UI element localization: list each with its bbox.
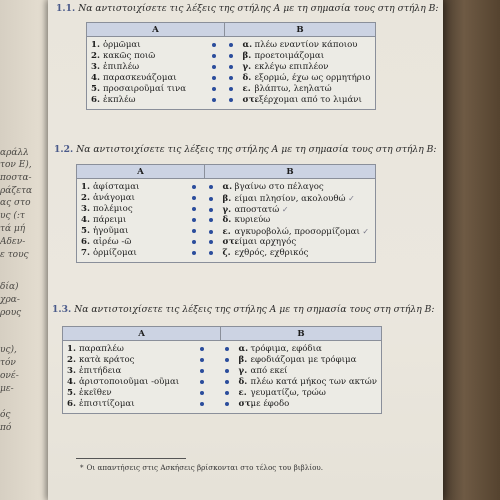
match-dot xyxy=(192,185,196,189)
list-item: 3. ἐπιτήδεια xyxy=(67,366,122,376)
column-a xyxy=(77,179,183,263)
match-dot xyxy=(209,230,213,234)
list-item: γ. από εκεί xyxy=(225,366,377,377)
match-dot xyxy=(229,54,233,58)
match-dot xyxy=(200,347,204,351)
list-item: 5. προσαιροῦμαί τινα xyxy=(91,84,187,94)
pencil-check-icon: ✓ xyxy=(345,194,355,203)
match-dot xyxy=(225,358,229,362)
column-a-header: Α xyxy=(63,327,221,341)
match-dot xyxy=(192,251,196,255)
match-dot xyxy=(212,43,216,47)
match-dots xyxy=(203,37,225,110)
column-a xyxy=(63,341,184,414)
match-dot xyxy=(209,240,213,244)
match-dot xyxy=(225,402,229,406)
footnote-text: Οι απαντήσεις στις Ασκήσεις βρίσκονται στο τέλος του βιβλίου. xyxy=(86,463,324,472)
list-item: 1. παραπλέω xyxy=(67,344,124,354)
column-b-header: Β xyxy=(221,327,382,341)
list-item: 6. αἱρέω -ῶ xyxy=(81,237,132,247)
list-item: 2. κατὰ κράτος xyxy=(67,355,135,365)
match-dot xyxy=(212,87,216,91)
list-item: δ. κυριεύω xyxy=(209,215,372,226)
margin-fragment: ονέ- xyxy=(0,371,19,381)
margin-fragment: Αδεν- xyxy=(0,237,26,247)
list-item: β. είμαι πλησίον, ακολουθώ ✓ xyxy=(209,193,372,204)
list-item: 2. ἀνάγομαι xyxy=(81,193,135,203)
margin-fragment: τον Ε), xyxy=(0,160,32,170)
list-item: α. βγαίνω στο πέλαγος xyxy=(209,182,372,193)
column-b xyxy=(225,37,376,110)
list-item: β. εφοδιάζομαι με τρόφιμα xyxy=(225,355,377,366)
list-item: 4. ἀριστοποιοῦμαι -οῦμαι xyxy=(67,377,180,387)
margin-fragment: τά μή xyxy=(0,224,26,234)
list-item: β. προετοιμάζομαι xyxy=(229,51,372,62)
list-item: στ.είμαι αρχηγός xyxy=(209,237,372,248)
exercise-number: 1.2. xyxy=(54,144,74,155)
footnote-marker: * xyxy=(80,464,84,472)
list-item: α. τρόφιμα, εφόδια xyxy=(225,344,377,355)
list-item: ε. γευματίζω, τρώω xyxy=(225,388,377,399)
list-item: 6. ἐπισιτίζομαι xyxy=(67,399,135,409)
matching-table xyxy=(62,326,382,414)
exercise-number: 1.3. xyxy=(52,304,72,315)
match-dot xyxy=(229,87,233,91)
match-dot xyxy=(212,54,216,58)
match-dot xyxy=(200,358,204,362)
margin-fragment: ας στο xyxy=(0,198,31,208)
margin-fragment: ός xyxy=(0,410,11,420)
column-b-header: Β xyxy=(225,23,376,37)
match-dot xyxy=(212,98,216,102)
book-page xyxy=(48,0,443,500)
match-dot xyxy=(209,185,213,189)
match-dot xyxy=(200,391,204,395)
pencil-check-icon: ✓ xyxy=(359,227,370,236)
match-dot xyxy=(192,218,196,222)
margin-fragment: αράλλ xyxy=(0,148,29,158)
match-dot xyxy=(225,380,229,384)
list-item: στ.εξέρχομαι από το λιμάνι xyxy=(229,95,372,106)
list-item: 3. ἐπιπλέω xyxy=(91,62,140,72)
match-dot xyxy=(229,98,233,102)
list-item: 3. πολέμιος xyxy=(81,204,133,214)
exercise-title xyxy=(54,144,437,155)
match-dot xyxy=(192,229,196,233)
list-item: 7. ὁρμίζομαι xyxy=(81,248,137,258)
match-dot xyxy=(229,65,233,69)
match-dot xyxy=(192,207,196,211)
match-dots xyxy=(183,341,220,414)
match-dot xyxy=(209,197,213,201)
exercise-instruction: Να αντιστοιχίσετε τις λέξεις της στήλης Α με τη σημασία τους στη στήλη Β: xyxy=(78,3,439,14)
exercise-instruction: Να αντιστοιχίσετε τις λέξεις της στήλης Α με τη σημασία τους στη στήλη Β: xyxy=(74,304,435,315)
list-item: 4. πάρειμι xyxy=(81,215,127,225)
list-item: 4. παρασκευάζομαι xyxy=(91,73,177,83)
margin-fragment: τόν xyxy=(0,358,16,368)
exercise-title xyxy=(52,304,435,315)
margin-fragment: με- xyxy=(0,384,14,394)
list-item: ε. αγκυροβολώ, προσορμίζομαι ✓ xyxy=(209,226,372,237)
match-dots xyxy=(183,179,205,263)
match-dot xyxy=(225,391,229,395)
margin-fragment: ποστα- xyxy=(0,173,32,183)
list-item: 1. ἀφίσταμαι xyxy=(81,182,140,192)
match-dot xyxy=(225,369,229,373)
exercise-instruction: Να αντιστοιχίσετε τις λέξεις της στήλης Α με τη σημασία τους στη στήλη Β: xyxy=(76,144,437,155)
match-dot xyxy=(225,347,229,351)
list-item: 1. ὁρμῶμαι xyxy=(91,40,141,50)
margin-fragment: υς (:τ xyxy=(0,211,25,221)
list-item: στ.με έφοδο xyxy=(225,399,377,410)
column-b xyxy=(205,179,376,263)
column-b-header: Β xyxy=(205,165,376,179)
margin-fragment: υς), xyxy=(0,345,17,355)
match-dot xyxy=(200,380,204,384)
match-dot xyxy=(209,218,213,222)
exercise-number: 1.1. xyxy=(56,3,76,14)
matching-table xyxy=(76,164,376,263)
matching-table xyxy=(86,22,376,110)
column-b xyxy=(221,341,382,414)
list-item: γ. αποστατώ ✓ xyxy=(209,204,372,215)
column-a-header: Α xyxy=(77,165,205,179)
match-dot xyxy=(212,65,216,69)
list-item: 6. ἐκπλέω xyxy=(91,95,136,105)
list-item: α. πλέω εναντίον κάποιου xyxy=(229,40,372,51)
list-item: 5. ἡγοῦμαι xyxy=(81,226,129,236)
exercise-title xyxy=(56,3,439,14)
margin-fragment: δία) xyxy=(0,282,19,292)
list-item: ε. βλάπτω, λεηλατώ xyxy=(229,84,372,95)
table-surface xyxy=(440,0,500,500)
match-dot xyxy=(209,208,213,212)
margin-fragment: ε τους xyxy=(0,250,29,260)
list-item: δ. εξορμώ, έχω ως ορμητήριο xyxy=(229,73,372,84)
column-a xyxy=(87,37,203,110)
margin-fragment: πό xyxy=(0,423,12,433)
list-item: ζ. εχθρός, εχθρικός xyxy=(209,248,372,259)
footnote xyxy=(80,463,323,472)
list-item: 2. κακῶς ποιῶ xyxy=(91,51,156,61)
match-dot xyxy=(212,76,216,80)
list-item: 5. ἐκεῖθεν xyxy=(67,388,112,398)
margin-fragment: χρα- xyxy=(0,295,20,305)
match-dot xyxy=(229,43,233,47)
margin-fragment: ράζετα xyxy=(0,186,33,196)
footnote-divider xyxy=(76,458,186,459)
match-dot xyxy=(200,369,204,373)
match-dot xyxy=(192,196,196,200)
list-item: δ. πλέω κατά μήκος των ακτών xyxy=(225,377,377,388)
match-dot xyxy=(192,240,196,244)
pencil-check-icon: ✓ xyxy=(279,205,289,214)
column-a-header: Α xyxy=(87,23,225,37)
match-dot xyxy=(209,251,213,255)
list-item: γ. εκλέγω επιπλέον xyxy=(229,62,372,73)
match-dot xyxy=(200,402,204,406)
match-dot xyxy=(229,76,233,80)
margin-fragment: ρους xyxy=(0,308,22,318)
